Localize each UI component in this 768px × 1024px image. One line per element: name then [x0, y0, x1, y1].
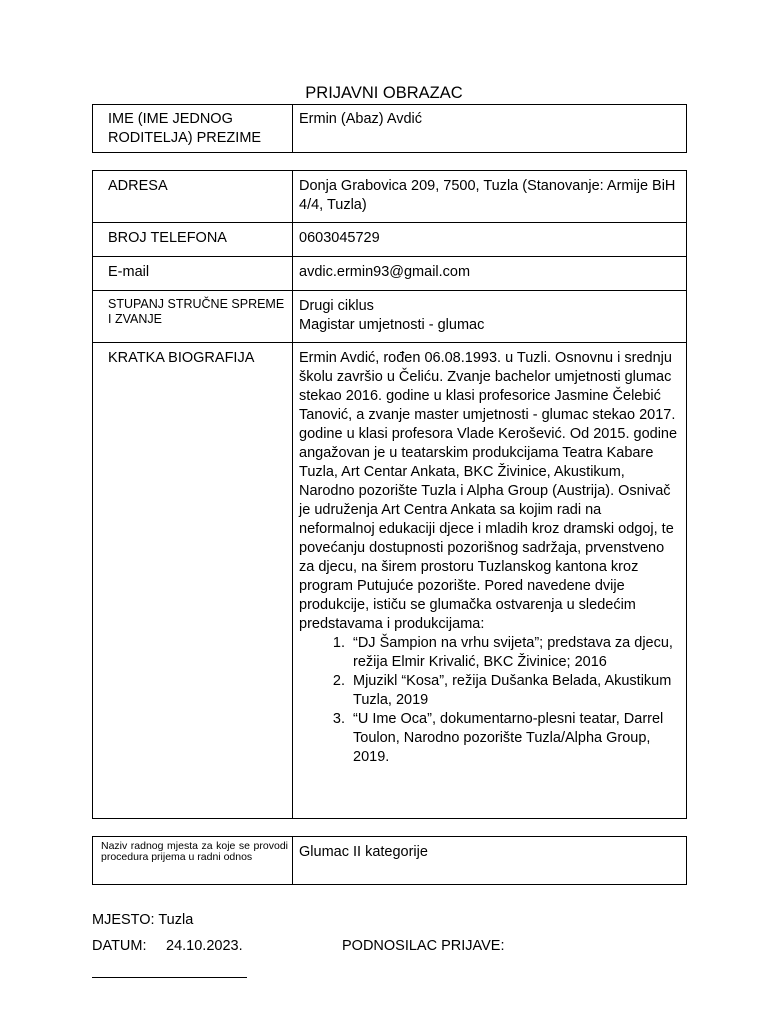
position-label: Naziv radnog mjesta za koje se provodi procedura prijema u radni odnos: [101, 840, 288, 863]
position-table: [92, 836, 687, 885]
page-title: PRIJAVNI OBRAZAC: [305, 84, 463, 102]
email-value: avdic.ermin93@gmail.com: [299, 264, 471, 280]
date-label: DATUM:: [92, 938, 147, 954]
applicant-label: PODNOSILAC PRIJAVE:: [342, 938, 505, 954]
biography-value: [293, 343, 686, 771]
position-value: Glumac II kategorije: [299, 844, 428, 860]
name-row: [93, 105, 687, 153]
address-row: [93, 171, 687, 223]
name-table: [92, 104, 687, 153]
details-table: [92, 170, 687, 819]
signature-line: [92, 977, 247, 978]
phone-value: 0603045729: [299, 230, 380, 246]
name-value: Ermin (Abaz) Avdić: [299, 111, 423, 127]
biography-text: Ermin Avdić, rođen 06.08.1993. u Tuzli. Osnovnu i srednju školu završio u Čeliću. Zvanje bachelor umjetnosti glumac stekao 2016. godine u klasi profesorice Jasmine Čelebić Tanović, a zvanje master umjetnosti - glumac stekao 2017. godine u klasi profesora Vlade Kerošević. Od 2015. godine angažovan je u teatarskim produkcijama Teatra Kabare Tuzla, Art Centar Ankata, BKC Živinice, Akustikum, Narodno pozorište Tuzla i Alpha Group (Austrija). Osnivač je udruženja Art Centra Ankata sa kojim radi na neformalnoj edukaciji djece i mladih kroz dramski odgoj, te povećanju dostupnosti pozorišnog sadržaja, prvenstveno za djecu, na širem prostoru Tuzlanskog kantona kroz program Putujuće pozorište. Pored navedene dvije produkcije, ističu se glumačka ostvarenja u sledećim predstavama i produkcijama:: [299, 350, 678, 632]
list-item: 3. “U Ime Oca”, dokumentarno-plesni teatar, Darrel Toulon, Narodno pozorište Tuzla/Alpha Group, 2019.: [349, 710, 678, 767]
place-line: MJESTO: Tuzla: [92, 912, 194, 928]
list-item: 2. Mjuzikl “Kosa”, režija Dušanka Belada, Akustikum Tuzla, 2019: [349, 672, 678, 710]
name-label: IME (IME JEDNOG RODITELJA) PREZIME: [108, 111, 262, 146]
address-label: ADRESA: [108, 178, 168, 194]
education-cycle: Drugi ciklus: [299, 298, 374, 314]
productions-list: [299, 634, 678, 767]
phone-row: [93, 223, 687, 257]
list-item: 1. “DJ Šampion na vrhu svijeta”; predstava za djecu, režija Elmir Krivalić, BKC Živinice; 2016: [349, 634, 678, 672]
address-value: Donja Grabovica 209, 7500, Tuzla (Stanovanje: Armije BiH 4/4, Tuzla): [299, 178, 676, 213]
phone-label: BROJ TELEFONA: [108, 230, 227, 246]
biography-label: KRATKA BIOGRAFIJA: [108, 350, 255, 366]
email-label: E-mail: [108, 264, 150, 280]
education-row: [93, 291, 687, 343]
education-label: STUPANJ STRUČNE SPREME I ZVANJE: [108, 297, 285, 326]
biography-row: [93, 343, 687, 819]
education-value: [293, 291, 686, 339]
email-row: [93, 257, 687, 291]
education-title: Magistar umjetnosti - glumac: [299, 317, 485, 333]
date-value: 24.10.2023.: [166, 938, 243, 954]
position-row: [93, 837, 687, 885]
